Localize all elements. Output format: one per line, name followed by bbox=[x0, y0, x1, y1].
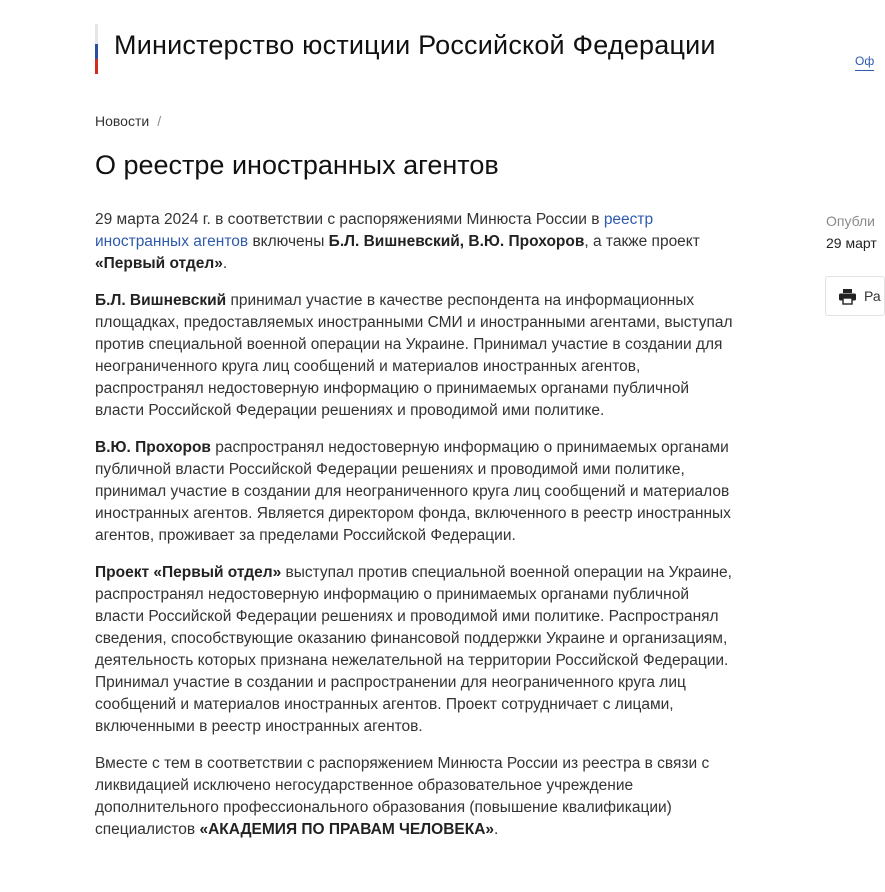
article-paragraph-1: 29 марта 2024 г. в соответствии с распоряжениями Минюста России в реестр иностранных агентов включены Б.Л. Вишневский, В.Ю. Прохоров, а также проект «Первый отдел». bbox=[95, 211, 700, 272]
names-bold: Б.Л. Вишневский, В.Ю. Прохоров bbox=[328, 233, 585, 250]
page-title: О реестре иностранных агентов bbox=[95, 150, 499, 180]
flag-white-band bbox=[95, 24, 98, 44]
print-button-label: Ра bbox=[864, 288, 881, 304]
article-paragraph-4: Проект «Первый отдел» выступал против специальной военной операции на Украине, распространял недостоверную информацию о принимаемых органами публичной власти Российской Федерации решениях и проводимой ими политике. Распространял сведения, способствующие оказанию финансовой поддержки Украине и организациям, деятельность которых признана нежелательной на территории Российской Федерации. Принимал участие в создании и распространении для неограниченного круга лиц сообщений и материалов иностранных агентов. Проект сотрудничает с лицами, включенными в реестр иностранных агентов. bbox=[95, 564, 732, 735]
first-department-bold: Проект «Первый отдел» bbox=[95, 564, 282, 581]
article-body bbox=[95, 209, 740, 856]
russian-flag-stripe bbox=[95, 24, 98, 74]
foreign-agents-registry-link[interactable]: реестр иностранных агентов bbox=[95, 211, 654, 250]
vishnevsky-bold: Б.Л. Вишневский bbox=[95, 292, 227, 309]
breadcrumb-separator: / bbox=[157, 113, 162, 129]
project-name-bold: «Первый отдел» bbox=[95, 255, 223, 272]
flag-blue-band bbox=[95, 44, 98, 59]
prokhorov-bold: В.Ю. Прохоров bbox=[95, 439, 211, 456]
article-paragraph-5: Вместе с тем в соответствии с распоряжением Минюста России из реестра в связи с ликвидацией исключено негосударственное образовательное учреждение дополнительного профессионального образования (повышение квалификации) специалистов «АКАДЕМИЯ ПО ПРАВАМ ЧЕЛОВЕКА». bbox=[95, 755, 710, 838]
publication-meta bbox=[826, 210, 877, 254]
site-title[interactable]: Министерство юстиции Российской Федерации bbox=[114, 30, 716, 60]
print-button[interactable] bbox=[825, 276, 885, 316]
breadcrumb bbox=[95, 113, 161, 129]
flag-red-band bbox=[95, 59, 98, 74]
article-paragraph-2: Б.Л. Вишневский принимал участие в качестве респондента на информационных площадках, предоставляемых иностранными СМИ и иностранными агентами, выступал против специальной военной операции на Украине. Принимал участие в создании для неограниченного круга лиц сообщений и материалов иностранных агентов, распространял недостоверную информацию о принимаемых органами публичной власти Российской Федерации решениях и проводимой ими политике. bbox=[95, 292, 733, 419]
printer-icon bbox=[839, 289, 856, 304]
article-paragraph-3: В.Ю. Прохоров распространял недостоверную информацию о принимаемых органами публичной власти Российской Федерации решениях и проводимой ими политике, принимал участие в создании для неограниченного круга лиц сообщений и материалов иностранных агентов. Является директором фонда, включенного в реестр иностранных агентов, проживает за пределами Российской Федерации. bbox=[95, 439, 731, 544]
published-label: Опубли bbox=[826, 213, 876, 229]
breadcrumb-item-news[interactable]: Новости bbox=[95, 113, 150, 129]
published-date: 29 март bbox=[826, 235, 877, 251]
header-top-link[interactable]: Оф bbox=[855, 54, 874, 71]
academy-bold: «АКАДЕМИЯ ПО ПРАВАМ ЧЕЛОВЕКА» bbox=[199, 821, 495, 838]
